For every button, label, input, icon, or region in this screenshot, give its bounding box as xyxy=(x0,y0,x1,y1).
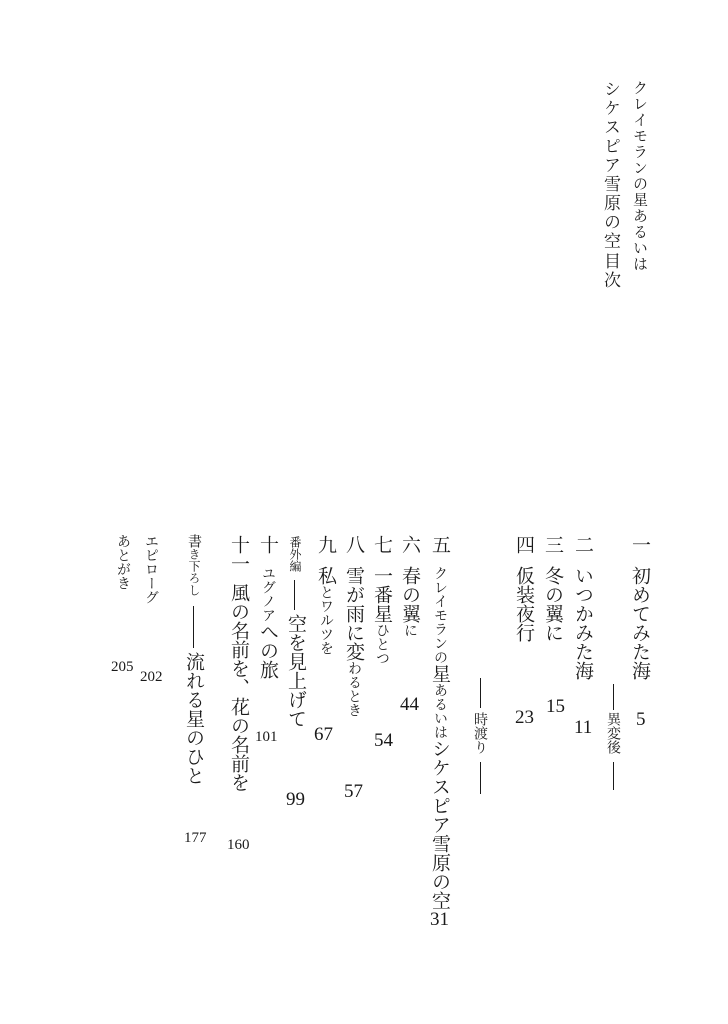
section-label-ihengo: 異変後 xyxy=(605,712,621,754)
toc-entry-11[interactable]: 十一風の名前を、花の名前を xyxy=(228,535,250,792)
section-label-tokiwatari: 時渡り xyxy=(472,712,488,754)
contents-heading: 目次 xyxy=(600,252,620,290)
page-number-kakioroshi: 177 xyxy=(184,830,207,846)
divider-line xyxy=(193,606,194,648)
toc-entry-4[interactable]: 四仮装夜行 xyxy=(513,535,535,642)
page-number-6: 44 xyxy=(400,694,419,715)
page-number-9: 67 xyxy=(314,724,333,745)
toc-entry-atogaki[interactable]: あとがき xyxy=(115,534,131,590)
toc-entry-8[interactable]: 八雪が雨に変わるとき xyxy=(343,535,365,717)
toc-entry-9[interactable]: 九私とワルツを xyxy=(315,535,337,655)
page-number-8: 57 xyxy=(344,781,363,802)
toc-entry-3[interactable]: 三冬の翼に xyxy=(542,535,564,642)
toc-entry-2[interactable]: 二いつかみた海 xyxy=(572,535,594,680)
title-line-1: クレイモランの星あるいは xyxy=(631,80,649,272)
toc-entry-epilogue[interactable]: エピローグ xyxy=(143,534,159,604)
divider-line xyxy=(480,678,481,708)
bangai-label: 番外編 xyxy=(288,536,302,572)
toc-entry-5[interactable]: 五クレイモランの星あるいはシケスピア雪原の空 xyxy=(429,535,451,910)
toc-entry-kakioroshi[interactable]: 流れる星のひと xyxy=(183,652,205,785)
page-number-4: 23 xyxy=(515,707,534,728)
page-number-2: 11 xyxy=(574,717,593,738)
page-number-11: 160 xyxy=(227,837,250,853)
page-number-atogaki: 205 xyxy=(111,659,134,675)
page-number-5: 31 xyxy=(430,909,449,930)
page-number-epilogue: 202 xyxy=(140,669,163,685)
toc-entry-bangai[interactable]: 空を見上げて xyxy=(285,614,307,728)
title-line-2: シケスピア雪原の空 xyxy=(600,80,620,251)
divider-line xyxy=(613,684,614,710)
toc-entry-6[interactable]: 六春の翼に xyxy=(399,535,421,637)
divider-line xyxy=(480,762,481,794)
page-number-bangai: 99 xyxy=(286,789,305,810)
toc-entry-7[interactable]: 七一番星ひとつ xyxy=(371,535,393,665)
toc-entry-10[interactable]: 十ユグノアへの旅 xyxy=(257,535,279,679)
toc-entry-1[interactable]: 一初めてみた海 xyxy=(629,535,651,680)
page-number-3: 15 xyxy=(546,696,565,717)
page-number-1: 5 xyxy=(636,709,646,730)
divider-line xyxy=(294,580,295,610)
divider-line xyxy=(613,762,614,790)
page-number-7: 54 xyxy=(374,730,393,751)
page-number-10: 101 xyxy=(255,729,278,745)
kakioroshi-label: 書き下ろし xyxy=(186,534,202,596)
